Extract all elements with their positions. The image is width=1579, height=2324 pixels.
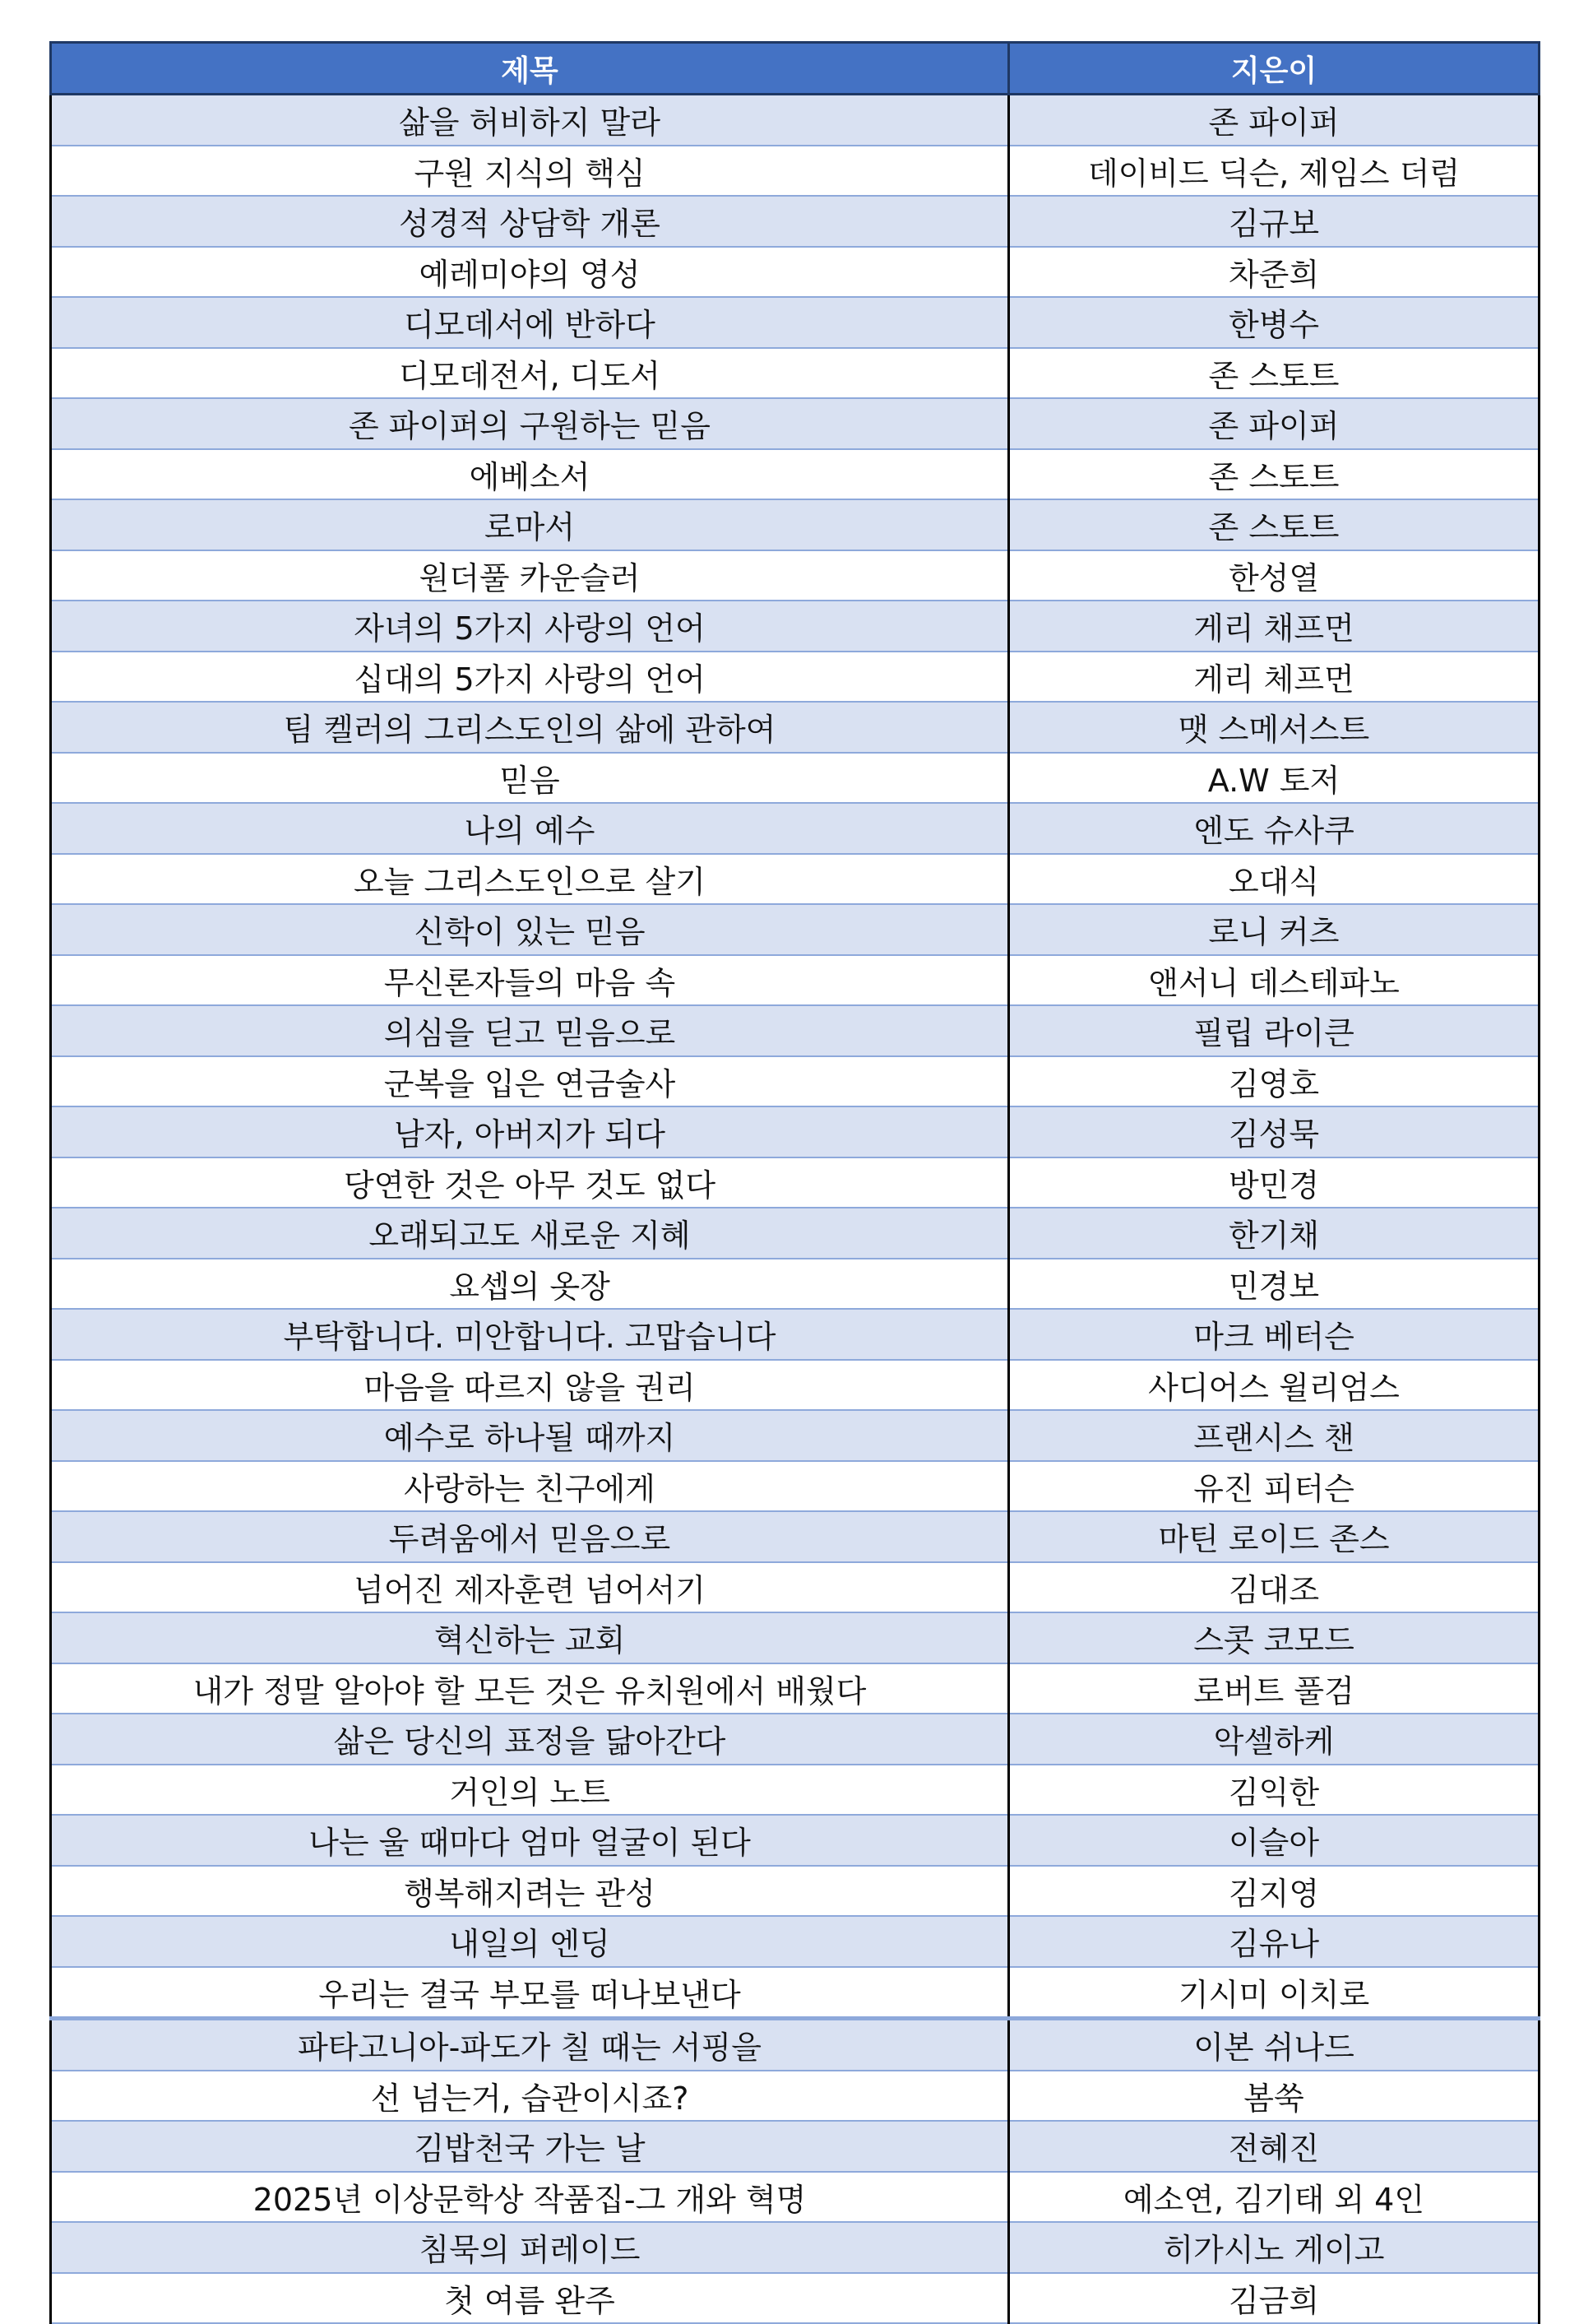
book-author-cell: 김유나 (1009, 1916, 1540, 1967)
book-author-cell: 한병수 (1009, 297, 1540, 348)
book-title-cell: 김밥천국 가는 날 (51, 2121, 1009, 2172)
book-title-cell: 에베소서 (51, 449, 1009, 500)
book-author-cell: 데이비드 딕슨, 제임스 더럼 (1009, 146, 1540, 197)
table-row (51, 1663, 1540, 1714)
book-title-cell: 신학이 있는 믿음 (51, 904, 1009, 955)
table-row (51, 449, 1540, 500)
book-title-cell: 우리는 결국 부모를 떠나보낸다 (51, 1967, 1009, 2019)
book-author-cell: 존 스토트 (1009, 499, 1540, 550)
book-title-cell: 오래되고도 새로운 지혜 (51, 1208, 1009, 1259)
book-title-cell: 디모데전서, 디도서 (51, 348, 1009, 399)
book-title-cell: 팀 켈러의 그리스도인의 삶에 관하여 (51, 702, 1009, 753)
book-title-cell: 자녀의 5가지 사랑의 언어 (51, 601, 1009, 652)
book-title-cell: 십대의 5가지 사랑의 언어 (51, 652, 1009, 703)
header-row (51, 43, 1540, 95)
book-title-cell: 당연한 것은 아무 것도 없다 (51, 1157, 1009, 1208)
book-author-cell: 한기채 (1009, 1208, 1540, 1259)
book-author-cell: 기시미 이치로 (1009, 1967, 1540, 2019)
table-row (51, 348, 1540, 399)
book-title-cell: 부탁합니다. 미안합니다. 고맙습니다 (51, 1309, 1009, 1360)
book-title-cell: 파타고니아-파도가 칠 때는 서핑을 (51, 2019, 1009, 2071)
book-title-cell: 예레미야의 영성 (51, 247, 1009, 298)
book-title-cell: 존 파이퍼의 구원하는 믿음 (51, 398, 1009, 449)
table-row (51, 1562, 1540, 1613)
table-row (51, 247, 1540, 298)
table-row (51, 1360, 1540, 1411)
book-title-cell: 오늘 그리스도인으로 살기 (51, 854, 1009, 905)
book-author-cell: 차준희 (1009, 247, 1540, 298)
book-title-cell: 마음을 따르지 않을 권리 (51, 1360, 1009, 1411)
table-row (51, 955, 1540, 1006)
book-author-cell: 봄쑥 (1009, 2071, 1540, 2122)
book-title-cell: 나의 예수 (51, 803, 1009, 854)
book-title-cell: 혁신하는 교회 (51, 1612, 1009, 1663)
table-row (51, 1106, 1540, 1157)
book-author-cell: 필립 라이큰 (1009, 1005, 1540, 1056)
book-list-table-container (49, 41, 1538, 2324)
book-title-cell: 사랑하는 친구에게 (51, 1461, 1009, 1512)
table-row (51, 652, 1540, 703)
table-row (51, 601, 1540, 652)
book-title-cell: 내가 정말 알아야 할 모든 것은 유치원에서 배웠다 (51, 1663, 1009, 1714)
table-row (51, 1511, 1540, 1562)
book-author-cell: 이본 쉬나드 (1009, 2019, 1540, 2071)
book-author-cell: 스콧 코모드 (1009, 1612, 1540, 1663)
book-title-cell: 나는 울 때마다 엄마 얼굴이 된다 (51, 1815, 1009, 1866)
book-author-cell: 존 파이퍼 (1009, 398, 1540, 449)
book-author-cell: 게리 채프먼 (1009, 601, 1540, 652)
book-author-cell: 히가시노 게이고 (1009, 2222, 1540, 2273)
book-title-cell: 침묵의 퍼레이드 (51, 2222, 1009, 2273)
table-row (51, 1208, 1540, 1259)
table-row (51, 1410, 1540, 1461)
book-author-cell: 한성열 (1009, 550, 1540, 601)
table-row (51, 1866, 1540, 1917)
table-row (51, 2071, 1540, 2122)
table-row (51, 702, 1540, 753)
book-title-cell: 성경적 상담학 개론 (51, 196, 1009, 247)
book-title-cell: 넘어진 제자훈련 넘어서기 (51, 1562, 1009, 1613)
book-title-cell: 예수로 하나될 때까지 (51, 1410, 1009, 1461)
book-title-cell: 삶은 당신의 표정을 닮아간다 (51, 1714, 1009, 1765)
table-row (51, 550, 1540, 601)
book-title-cell: 로마서 (51, 499, 1009, 550)
book-title-cell: 남자, 아버지가 되다 (51, 1106, 1009, 1157)
table-row (51, 1967, 1540, 2019)
book-title-cell: 삶을 허비하지 말라 (51, 95, 1009, 146)
book-author-cell: 김성묵 (1009, 1106, 1540, 1157)
book-author-cell: 존 스토트 (1009, 348, 1540, 399)
book-author-cell: 마틴 로이드 존스 (1009, 1511, 1540, 1562)
book-author-cell: 유진 피터슨 (1009, 1461, 1540, 1512)
book-list-table (49, 41, 1540, 2324)
book-author-cell: 김대조 (1009, 1562, 1540, 1613)
book-author-cell: 김익한 (1009, 1765, 1540, 1816)
column-header-title: 제목 (51, 43, 1009, 95)
book-title-cell: 디모데서에 반하다 (51, 297, 1009, 348)
book-title-cell: 내일의 엔딩 (51, 1916, 1009, 1967)
book-author-cell: 앤서니 데스테파노 (1009, 955, 1540, 1006)
book-author-cell: 로니 커츠 (1009, 904, 1540, 955)
book-title-cell: 첫 여름 완주 (51, 2273, 1009, 2324)
table-row (51, 1005, 1540, 1056)
table-row (51, 904, 1540, 955)
table-row (51, 1259, 1540, 1310)
table-row (51, 1714, 1540, 1765)
table-row (51, 499, 1540, 550)
table-row (51, 1612, 1540, 1663)
book-author-cell: 게리 체프먼 (1009, 652, 1540, 703)
table-row (51, 854, 1540, 905)
book-title-cell: 구원 지식의 핵심 (51, 146, 1009, 197)
book-title-cell: 무신론자들의 마음 속 (51, 955, 1009, 1006)
table-body (51, 95, 1540, 2324)
book-title-cell: 두려움에서 믿음으로 (51, 1511, 1009, 1562)
book-title-cell: 2025년 이상문학상 작품집-그 개와 혁명 (51, 2172, 1009, 2223)
table-row (51, 1309, 1540, 1360)
book-author-cell: 방민경 (1009, 1157, 1540, 1208)
table-row (51, 1916, 1540, 1967)
table-row (51, 1056, 1540, 1107)
book-author-cell: 사디어스 윌리엄스 (1009, 1360, 1540, 1411)
book-author-cell: 맷 스메서스트 (1009, 702, 1540, 753)
book-author-cell: 오대식 (1009, 854, 1540, 905)
table-row (51, 753, 1540, 804)
book-author-cell: 로버트 풀검 (1009, 1663, 1540, 1714)
table-row (51, 1815, 1540, 1866)
book-title-cell: 요셉의 옷장 (51, 1259, 1009, 1310)
book-author-cell: 김영호 (1009, 1056, 1540, 1107)
book-title-cell: 원더풀 카운슬러 (51, 550, 1009, 601)
table-row (51, 803, 1540, 854)
table-row (51, 2273, 1540, 2324)
book-author-cell: 김지영 (1009, 1866, 1540, 1917)
book-author-cell: 민경보 (1009, 1259, 1540, 1310)
book-author-cell: 김규보 (1009, 196, 1540, 247)
table-row (51, 1461, 1540, 1512)
table-row (51, 2172, 1540, 2223)
table-row (51, 2222, 1540, 2273)
table-row (51, 146, 1540, 197)
book-author-cell: 존 파이퍼 (1009, 95, 1540, 146)
book-author-cell: 이슬아 (1009, 1815, 1540, 1866)
book-author-cell: 존 스토트 (1009, 449, 1540, 500)
book-title-cell: 행복해지려는 관성 (51, 1866, 1009, 1917)
book-author-cell: 마크 베터슨 (1009, 1309, 1540, 1360)
table-header (51, 43, 1540, 95)
table-row (51, 2019, 1540, 2071)
book-author-cell: 프랜시스 챈 (1009, 1410, 1540, 1461)
book-title-cell: 의심을 딛고 믿음으로 (51, 1005, 1009, 1056)
book-author-cell: 악셀하케 (1009, 1714, 1540, 1765)
table-row (51, 2121, 1540, 2172)
column-header-author: 지은이 (1009, 43, 1540, 95)
table-row (51, 95, 1540, 146)
book-title-cell: 선 넘는거, 습관이시죠? (51, 2071, 1009, 2122)
table-row (51, 297, 1540, 348)
book-author-cell: 김금희 (1009, 2273, 1540, 2324)
book-title-cell: 거인의 노트 (51, 1765, 1009, 1816)
book-author-cell: 엔도 슈사쿠 (1009, 803, 1540, 854)
book-author-cell: A.W 토저 (1009, 753, 1540, 804)
table-row (51, 398, 1540, 449)
book-author-cell: 예소연, 김기태 외 4인 (1009, 2172, 1540, 2223)
book-title-cell: 군복을 입은 연금술사 (51, 1056, 1009, 1107)
table-row (51, 196, 1540, 247)
book-title-cell: 믿음 (51, 753, 1009, 804)
table-row (51, 1765, 1540, 1816)
book-author-cell: 전혜진 (1009, 2121, 1540, 2172)
table-row (51, 1157, 1540, 1208)
